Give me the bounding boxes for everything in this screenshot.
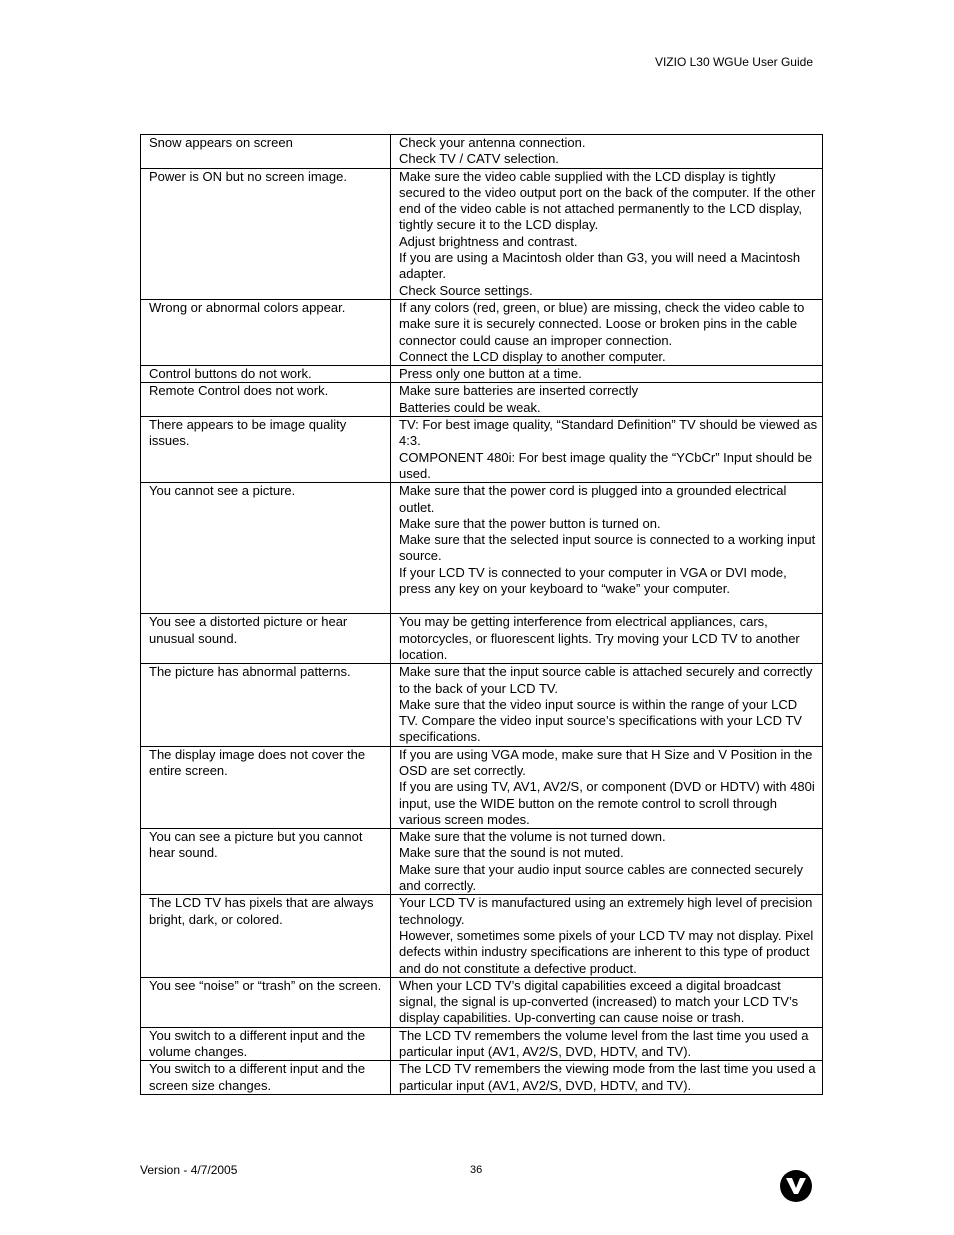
table-row	[141, 366, 823, 383]
solution-text: Make sure that the video input source is within the range of your LCD TV. Compare the video input source’s specifications with your LCD TV specifications.	[399, 696, 802, 745]
problem-cell	[141, 366, 391, 383]
solution-text: If you are using a Macintosh older than G3, you will need a Macintosh adapter.	[399, 250, 801, 282]
table-row	[141, 664, 823, 746]
problem-cell	[141, 614, 391, 664]
table-row	[141, 746, 823, 828]
v-logo-glyph-icon	[785, 1176, 807, 1196]
solution-text: TV: For best image quality, “Standard Definition” TV should be viewed as 4:3.	[399, 417, 818, 449]
problem-cell	[141, 746, 391, 828]
table-row	[141, 1061, 823, 1095]
problem-cell	[141, 417, 391, 483]
solution-text: If any colors (red, green, or blue) are missing, check the video cable to make sure it is securely connected. Loose or broken pins in the cable connector could cause an improper connection.	[399, 299, 805, 348]
solution-text: Make sure that the power cord is plugged into a grounded electrical outlet.	[399, 483, 787, 515]
solution-cell	[391, 1027, 823, 1061]
footer-version: Version - 4/7/2005	[140, 1163, 238, 1177]
solution-text: Check Source settings.	[399, 282, 533, 298]
solution-cell	[391, 1061, 823, 1095]
table-row	[141, 614, 823, 664]
problem-text: You cannot see a picture.	[149, 483, 296, 499]
table-row	[141, 417, 823, 483]
solution-cell	[391, 383, 823, 417]
solution-text: Adjust brightness and contrast.	[399, 233, 578, 249]
solution-text: Make sure that the sound is not muted.	[399, 845, 624, 861]
problem-cell	[141, 383, 391, 417]
solution-cell	[391, 299, 823, 365]
solution-text: The LCD TV remembers the viewing mode from the last time you used a particular input (AV1, AV2/S, DVD, HDTV, and TV).	[399, 1061, 816, 1093]
solution-text: However, sometimes some pixels of your LCD TV may not display. Pixel defects within industry specifications are inherent to this type of product and do not constitute a defective product.	[399, 927, 814, 976]
page-number: 36	[470, 1164, 483, 1176]
solution-text: Make sure that the power button is turned on.	[399, 515, 661, 531]
solution-text: Make sure that the volume is not turned down.	[399, 829, 666, 845]
problem-cell	[141, 135, 391, 169]
problem-text: You can see a picture but you cannot hear sound.	[149, 829, 363, 861]
table-row	[141, 977, 823, 1027]
solution-cell	[391, 135, 823, 169]
problem-cell	[141, 1027, 391, 1061]
solution-text: Batteries could be weak.	[399, 399, 541, 415]
solution-text: Make sure that the input source cable is attached securely and correctly to the back of your LCD TV.	[399, 664, 813, 696]
problem-text: You see “noise” or “trash” on the screen.	[149, 977, 382, 993]
solution-text: You may be getting interference from electrical appliances, cars, motorcycles, or fluorescent lights. Try moving your LCD TV to another location.	[399, 614, 800, 662]
table-row	[141, 299, 823, 365]
table-row	[141, 383, 823, 417]
solution-text: Check TV / CATV selection.	[399, 151, 559, 167]
solution-text: Make sure batteries are inserted correctly	[399, 383, 639, 399]
problem-text: There appears to be image quality issues.	[149, 417, 347, 449]
problem-cell	[141, 1061, 391, 1095]
problem-text: Snow appears on screen	[149, 135, 293, 150]
table-row	[141, 895, 823, 977]
problem-text: Remote Control does not work.	[149, 383, 329, 399]
solution-cell	[391, 977, 823, 1027]
solution-cell	[391, 746, 823, 828]
solution-text: Your LCD TV is manufactured using an extremely high level of precision technology.	[399, 895, 813, 927]
problem-cell	[141, 977, 391, 1027]
vizio-v-logo-icon	[780, 1170, 812, 1202]
problem-cell	[141, 664, 391, 746]
solution-text: Make sure that your audio input source cables are connected securely and correctly.	[399, 861, 803, 894]
problem-text: Power is ON but no screen image.	[149, 168, 347, 184]
solution-text: Check your antenna connection.	[399, 135, 586, 150]
problem-text: Control buttons do not work.	[149, 366, 312, 382]
table-row	[141, 135, 823, 169]
solution-cell	[391, 614, 823, 664]
problem-text: You switch to a different input and the screen size changes.	[149, 1061, 366, 1093]
solution-text: Press only one button at a time.	[399, 366, 582, 382]
table-row	[141, 829, 823, 895]
table-row	[141, 1027, 823, 1061]
problem-cell	[141, 483, 391, 614]
solution-cell	[391, 366, 823, 383]
solution-cell	[391, 417, 823, 483]
problem-text: You see a distorted picture or hear unusual sound.	[149, 614, 348, 646]
running-header-title: VIZIO L30 WGUe User Guide	[654, 55, 813, 69]
problem-cell	[141, 168, 391, 299]
solution-cell	[391, 895, 823, 977]
solution-cell	[391, 829, 823, 895]
solution-text: COMPONENT 480i: For best image quality the “YCbCr” Input should be used.	[399, 449, 813, 481]
solution-text: Connect the LCD display to another computer.	[399, 348, 666, 364]
solution-text: Make sure that the selected input source is connected to a working input source.	[399, 532, 816, 564]
solution-text: If your LCD TV is connected to your computer in VGA or DVI mode, press any key on your keyboard to “wake” your computer.	[399, 564, 787, 597]
problem-text: The picture has abnormal patterns.	[149, 664, 351, 680]
problem-text: The LCD TV has pixels that are always bright, dark, or colored.	[149, 895, 374, 927]
solution-text: If you are using TV, AV1, AV2/S, or component (DVD or HDTV) with 480i input, use the WIDE button on the remote control to scroll through various screen modes.	[399, 779, 815, 827]
problem-cell	[141, 895, 391, 977]
solution-cell	[391, 168, 823, 299]
problem-text: The display image does not cover the entire screen.	[149, 746, 366, 778]
troubleshooting-table	[140, 134, 823, 1095]
problem-text: Wrong or abnormal colors appear.	[149, 299, 346, 315]
solution-cell	[391, 483, 823, 614]
solution-text: The LCD TV remembers the volume level from the last time you used a particular input (AV1, AV2/S, DVD, HDTV, and TV).	[399, 1027, 809, 1060]
troubleshooting-table-body	[141, 135, 823, 1095]
solution-text: Make sure the video cable supplied with the LCD display is tightly secured to the video output port on the back of the computer. If the other end of the video cable is not attached permanently to the LCD display, tightly secure it to the LCD display.	[399, 168, 816, 233]
solution-cell	[391, 664, 823, 746]
problem-cell	[141, 299, 391, 365]
table-row	[141, 483, 823, 614]
table-row	[141, 168, 823, 299]
problem-cell	[141, 829, 391, 895]
solution-text: When your LCD TV’s digital capabilities exceed a digital broadcast signal, the signal is up-converted (increased) to match your LCD TV’s display capabilities. Up-converting can cause noise or trash.	[399, 977, 799, 1026]
solution-text: If you are using VGA mode, make sure that H Size and V Position in the OSD are set correctly.	[399, 746, 813, 778]
problem-text: You switch to a different input and the volume changes.	[149, 1027, 366, 1060]
